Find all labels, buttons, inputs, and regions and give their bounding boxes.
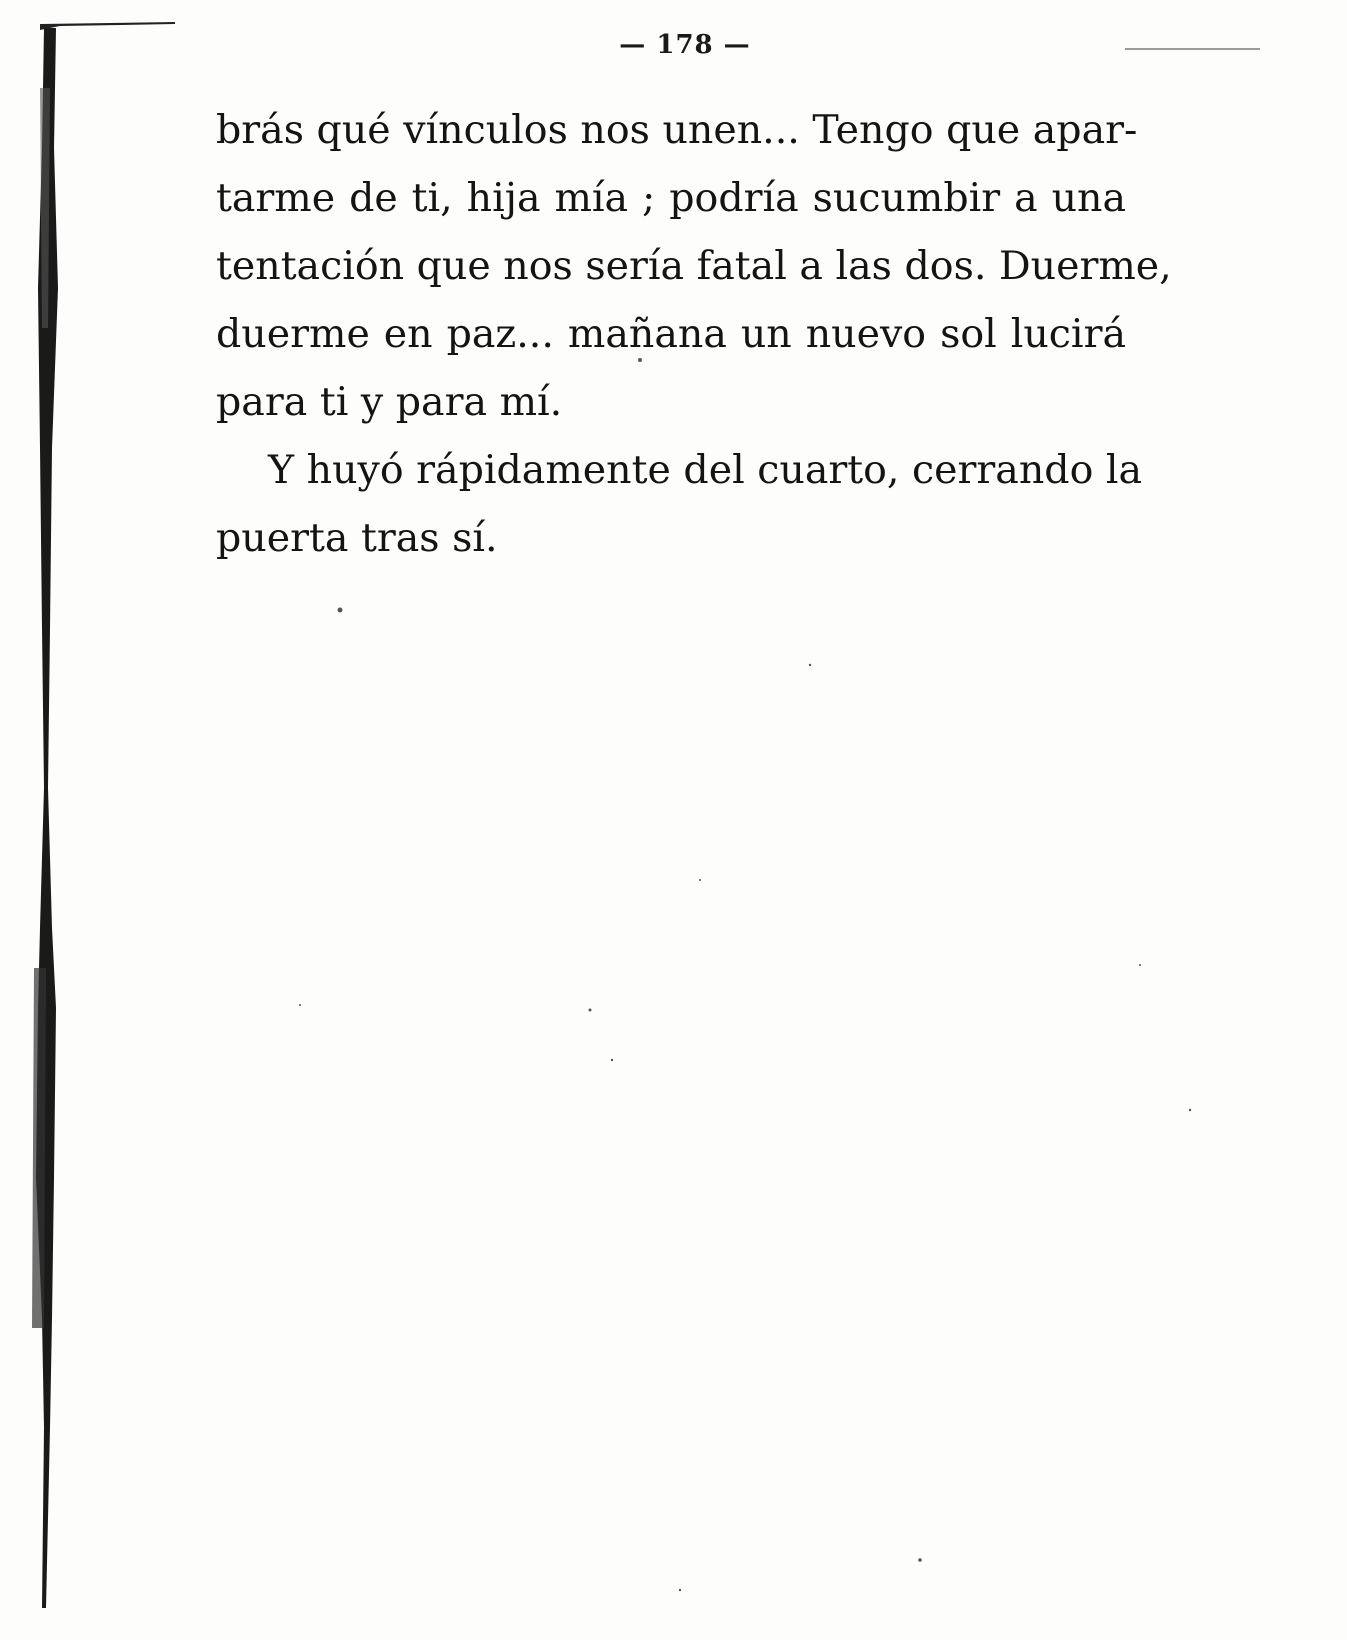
text-line: tentación que nos sería fatal a las dos. Duerme,	[216, 243, 1172, 289]
page-number: — 178 —	[619, 30, 751, 60]
binding-shadow	[30, 28, 78, 1608]
text-line: Y huyó rápidamente del cuarto, cerrando la	[268, 447, 1143, 493]
paragraph-2	[216, 436, 1143, 572]
top-right-rule	[1125, 48, 1260, 50]
text-line: tarme de ti, hija mía ; podría sucumbir a una	[216, 175, 1126, 221]
top-left-rule	[40, 22, 175, 30]
text-line: duerme en paz... mañana un nuevo sol lucirá	[216, 311, 1126, 357]
body-text	[216, 96, 1172, 572]
text-line: brás qué vínculos nos unen... Tengo que apar-	[216, 107, 1138, 153]
text-line: puerta tras sí.	[216, 515, 498, 561]
paragraph-1	[216, 96, 1172, 436]
text-line: para ti y para mí.	[216, 379, 563, 425]
